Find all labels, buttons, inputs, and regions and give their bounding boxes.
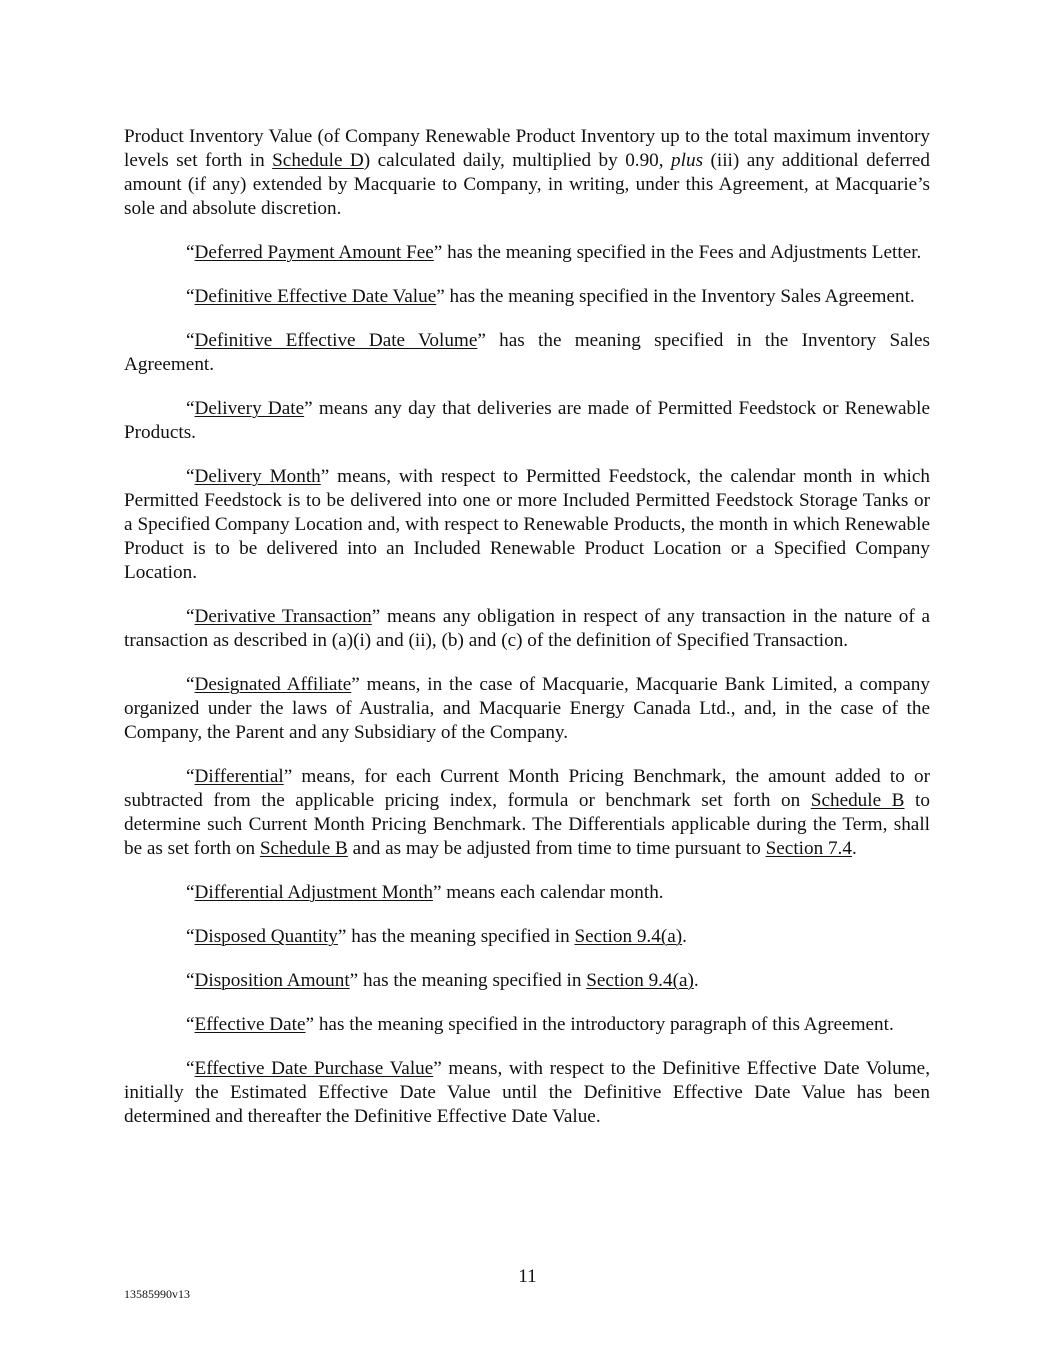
definition-delivery-date [124, 397, 930, 445]
defined-term: Effective Date [194, 1014, 306, 1035]
definition-text: ” means each calendar month. [432, 882, 664, 903]
definition-delivery-month [124, 465, 930, 585]
definition-text: . [851, 838, 857, 859]
section-9-4-a-reference: Section 9.4(a) [574, 926, 683, 947]
defined-term: Delivery Month [194, 466, 321, 487]
defined-term: Disposed Quantity [194, 926, 338, 947]
defined-term: Deferred Payment Amount Fee [194, 242, 434, 263]
definition-text: ” means any day that deliveries are made of Permitted Feedstock or Renewable Products. [124, 398, 930, 443]
text-run: (iii) any additional deferred amount (if any) extended by Macquarie to Company, in writing, under this Agreement, at Macquarie’s sole and absolute discretion. [124, 150, 930, 219]
definition-text: ” has the meaning specified in the Fees and Adjustments Letter. [433, 242, 922, 263]
open-quote: “ [186, 242, 195, 263]
defined-term: Effective Date Purchase Value [194, 1058, 434, 1079]
defined-term: Disposition Amount [194, 970, 350, 991]
definition-effective-date-purchase-value [124, 1057, 930, 1129]
definition-differential-adjustment-month [124, 881, 930, 905]
definition-text: and as may be adjusted from time to time pursuant to [347, 838, 766, 859]
definition-definitive-effective-date-value [124, 285, 930, 309]
text-run: ) calculated daily, multiplied by 0.90, [363, 150, 672, 171]
open-quote: “ [186, 766, 195, 787]
section-9-4-a-reference: Section 9.4(a) [586, 970, 694, 991]
definition-text: ” has the meaning specified in the introductory paragraph of this Agreement. [305, 1014, 894, 1035]
definition-text: to determine such Current Month Pricing Benchmark. The Differentials applicable during the Term, shall be as set forth on [124, 790, 930, 859]
definition-text: . [693, 970, 699, 991]
open-quote: “ [186, 674, 195, 695]
schedule-b-reference: Schedule B [810, 790, 905, 811]
defined-term: Derivative Transaction [194, 606, 372, 627]
open-quote: “ [186, 398, 195, 419]
defined-term: Differential [194, 766, 284, 787]
open-quote: “ [186, 286, 195, 307]
paragraph-continuation [124, 125, 930, 221]
definition-differential [124, 765, 930, 861]
definition-text: ” has the meaning specified in [349, 970, 587, 991]
page-body [124, 125, 930, 1149]
schedule-b-reference: Schedule B [259, 838, 348, 859]
defined-term: Delivery Date [194, 398, 305, 419]
definition-text: ” means any obligation in respect of any transaction in the nature of a transaction as described in (a)(i) and (ii), (b) and (c) of the definition of Specified Transaction. [124, 606, 930, 651]
open-quote: “ [186, 926, 195, 947]
defined-term: Definitive Effective Date Value [194, 286, 437, 307]
text-run: Product Inventory Value (of Company Renewable Product Inventory up to the total maximum inventory levels set forth in [124, 126, 930, 171]
defined-term: Differential Adjustment Month [194, 882, 433, 903]
definition-deferred-payment-amount-fee [124, 241, 930, 265]
definition-designated-affiliate [124, 673, 930, 745]
open-quote: “ [186, 330, 195, 351]
document-id: 13585990v13 [124, 1287, 190, 1301]
section-7-4-reference: Section 7.4 [765, 838, 852, 859]
definition-text: ” means, for each Current Month Pricing Benchmark, the amount added to or subtracted from the applicable pricing index, formula or benchmark set forth on [124, 766, 930, 811]
definition-derivative-transaction [124, 605, 930, 653]
definition-text: ” has the meaning specified in [337, 926, 575, 947]
italic-plus: plus [671, 150, 704, 171]
definition-text: ” has the meaning specified in the Inventory Sales Agreement. [124, 330, 930, 375]
definition-text: ” means, with respect to the Definitive Effective Date Volume, initially the Estimated Effective Date Value until the Definitive Effective Date Value has been determined and thereafter the Definitive Effective Date Value. [124, 1058, 930, 1127]
definition-text: . [682, 926, 687, 947]
definition-effective-date [124, 1013, 930, 1037]
schedule-d-reference: Schedule D [272, 150, 364, 171]
open-quote: “ [186, 970, 195, 991]
open-quote: “ [186, 882, 195, 903]
defined-term: Designated Affiliate [194, 674, 352, 695]
open-quote: “ [186, 1058, 195, 1079]
definition-definitive-effective-date-volume [124, 329, 930, 377]
page-number: 11 [518, 1266, 537, 1287]
defined-term: Definitive Effective Date Volume [194, 330, 478, 351]
open-quote: “ [186, 606, 195, 627]
definition-text: ” means, with respect to Permitted Feedstock, the calendar month in which Permitted Feedstock is to be delivered into one or more Included Permitted Feedstock Storage Tanks or a Specified Company Location and, with respect to Renewable Products, the month in which Renewable Product is to be delivered into an Included Renewable Product Location or a Specified Company Location. [124, 466, 930, 583]
definition-text: ” means, in the case of Macquarie, Macquarie Bank Limited, a company organized under the laws of Australia, and Macquarie Energy Canada Ltd., and, in the case of the Company, the Parent and any Subsidiary of the Company. [124, 674, 930, 743]
definition-disposed-quantity [124, 925, 930, 949]
definition-disposition-amount [124, 969, 930, 993]
definition-text: ” has the meaning specified in the Inventory Sales Agreement. [436, 286, 915, 307]
open-quote: “ [186, 1014, 195, 1035]
open-quote: “ [186, 466, 195, 487]
